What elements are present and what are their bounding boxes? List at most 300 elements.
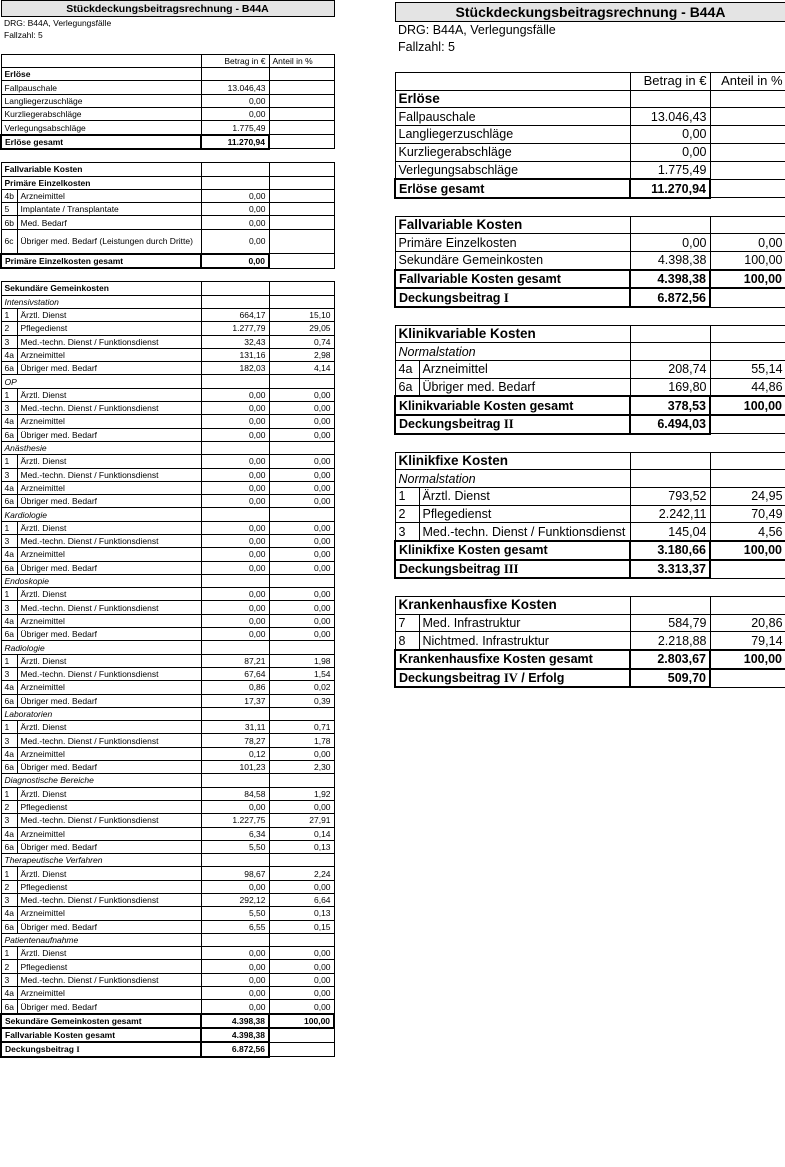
anteil-value: 0,00 [269,973,334,986]
empty-cell [269,163,334,176]
cost-center-name: Diagnostische Bereiche [1,774,201,787]
betrag-value: 5,50 [201,840,269,853]
row-number: 1 [1,388,17,401]
betrag-value: 584,79 [630,614,710,632]
table-row [1,933,334,946]
empty-cell [201,933,269,946]
betrag-value: 101,23 [201,761,269,774]
betrag-value: 0,00 [201,388,269,401]
empty-cell [630,452,710,470]
row-label: Ärztl. Dienst [17,588,201,601]
spacer [395,55,785,72]
row-number: 6a [1,840,17,853]
row-number: 3 [1,534,17,547]
betrag-value: 0,12 [201,747,269,760]
row-label: Übriger med. Bedarf [419,378,630,396]
cost-center-name: Patientenaufnahme [1,933,201,946]
db-roman-numeral: IV [503,671,518,686]
row-label: Kurzliegerabschläge [395,143,630,161]
table-row [395,614,785,632]
betrag-value: 6,55 [201,920,269,933]
row-number: 8 [395,632,419,650]
betrag-value: 182,03 [201,362,269,375]
table-row [1,189,334,202]
row-number: 1 [1,455,17,468]
empty-cell [269,229,334,254]
anteil-value: 0,00 [269,987,334,1000]
spacer-row [395,434,785,452]
db-text: Deckungsbeitrag [5,1044,77,1055]
betrag-value: 6,34 [201,827,269,840]
spacer [395,434,785,452]
anteil-value: 79,14 [710,632,785,650]
empty-cell [269,108,334,121]
db-roman-numeral: I [503,290,509,305]
row-number: 6a [1,495,17,508]
anteil-value: 0,00 [269,614,334,627]
db-suffix: / Erfolg [517,671,565,686]
betrag-value: 0,00 [201,987,269,1000]
section-header: Fallvariable Kosten [395,216,630,234]
table-row [395,523,785,541]
row-number: 6a [1,628,17,641]
row-number: 4a [1,987,17,1000]
spacer-row [395,198,785,216]
table-row [1,348,334,361]
table-row [1,574,334,587]
anteil-value: 70,49 [710,505,785,523]
row-label: Med.-techn. Dienst / Funktionsdienst [17,534,201,547]
row-label: Pflegedienst [17,322,201,335]
betrag-value: 0,00 [201,481,269,494]
cost-center-name: Normalstation [395,343,630,361]
total-value: 4.398,38 [201,1014,269,1028]
table-row [395,234,785,252]
table-row [1,121,334,135]
row-label: Arzneimittel [17,987,201,1000]
row-label: Übriger med. Bedarf [17,920,201,933]
sheet-title: Stückdeckungsbeitragsrechnung - B44A [395,3,785,22]
anteil-value: 2,98 [269,348,334,361]
empty-cell [201,295,269,308]
empty-cell [269,574,334,587]
row-label: Ärztl. Dienst [17,867,201,880]
table-row [1,282,334,295]
empty-cell [201,707,269,720]
betrag-value: 0,00 [201,229,269,254]
row-number: 6a [395,378,419,396]
betrag-value: 0,00 [201,960,269,973]
row-label: Übriger med. Bedarf [17,694,201,707]
row-number: 1 [1,588,17,601]
table-row [1,827,334,840]
db-text: Deckungsbeitrag [399,671,504,686]
table-row [1,907,334,920]
empty-cell [710,179,785,198]
betrag-value: 0,00 [201,203,269,216]
table-row [395,108,785,126]
table-row [1,481,334,494]
info-row [395,39,785,56]
deckungsbeitrag-row [395,560,785,579]
betrag-value: 0,00 [201,880,269,893]
spacer [1,268,334,282]
empty-cell [269,121,334,135]
total-value: 11.270,94 [201,135,269,149]
empty-cell [269,135,334,149]
db-roman-numeral: III [503,561,519,576]
row-label: Übriger med. Bedarf [17,628,201,641]
db-betrag: 6.494,03 [630,415,710,434]
empty-cell [710,161,785,179]
row-number: 7 [395,614,419,632]
anteil-value: 15,10 [269,308,334,321]
row-number: 1 [1,787,17,800]
empty-cell [269,707,334,720]
anteil-value: 0,00 [269,481,334,494]
betrag-value: 4.398,38 [630,251,710,269]
row-number: 3 [1,973,17,986]
spacer [395,307,785,325]
row-label: Übriger med. Bedarf [17,1000,201,1014]
row-label: Arzneimittel [17,548,201,561]
betrag-value: 0,00 [201,415,269,428]
empty-cell [201,641,269,654]
row-number: 2 [1,880,17,893]
row-label: Med.-techn. Dienst / Funktionsdienst [17,734,201,747]
total-value: 4.398,38 [630,270,710,289]
betrag-value: 0,86 [201,681,269,694]
row-label: Pflegedienst [17,880,201,893]
db-text: Deckungsbeitrag [399,290,504,305]
row-label: Übriger med. Bedarf [17,362,201,375]
table-row [1,68,334,81]
deckungsbeitrag-row [395,669,785,688]
row-label: Übriger med. Bedarf [17,561,201,574]
row-label: Arzneimittel [17,614,201,627]
row-number: 3 [1,814,17,827]
table-row [395,90,785,108]
empty-cell [201,854,269,867]
table-row [395,179,785,198]
row-label: Arzneimittel [419,361,630,379]
empty-cell [201,68,269,81]
empty-cell [269,1042,334,1056]
table-row [395,541,785,560]
table-row [1,548,334,561]
empty-cell [630,216,710,234]
anteil-value: 0,14 [269,827,334,840]
anteil-value: 0,00 [269,521,334,534]
table-row [1,894,334,907]
anteil-value: 1,98 [269,654,334,667]
subsection-header: Primäre Einzelkosten [1,176,201,189]
empty-cell [710,325,785,343]
anteil-value: 0,02 [269,681,334,694]
table-row [1,641,334,654]
table-row [1,308,334,321]
anteil-value: 27,91 [269,814,334,827]
row-number: 3 [1,894,17,907]
deckungsbeitrag-row [395,415,785,434]
betrag-value: 0,00 [201,468,269,481]
row-label: Pflegedienst [17,960,201,973]
table-row [1,1000,334,1014]
row-label: Med.-techn. Dienst / Funktionsdienst [17,973,201,986]
deckungsbeitrag-label [1,1042,201,1056]
row-label: Med. Bedarf [17,216,201,229]
table-row [395,361,785,379]
row-number: 3 [1,734,17,747]
row-label: Pflegedienst [419,505,630,523]
row-number: 4a [1,907,17,920]
anteil-value: 0,13 [269,907,334,920]
row-label: Arzneimittel [17,415,201,428]
betrag-value: 0,00 [201,628,269,641]
empty-cell [710,143,785,161]
cost-center-name: Laboratorien [1,707,201,720]
col-header-betrag: Betrag in € [201,54,269,67]
db-text: Deckungsbeitrag [399,561,504,576]
table-row [1,388,334,401]
table-row [1,375,334,388]
empty-cell [269,254,334,268]
table-row [1,455,334,468]
row-label: Ärztl. Dienst [17,388,201,401]
table-row [395,126,785,144]
table-row [1,987,334,1000]
row-number: 3 [1,468,17,481]
betrag-value: 145,04 [630,523,710,541]
table-row [1,335,334,348]
table-row [1,521,334,534]
row-label: Übriger med. Bedarf [17,428,201,441]
row-number: 4a [1,614,17,627]
row-label: Med.-techn. Dienst / Funktionsdienst [17,402,201,415]
cost-center-name: Radiologie [1,641,201,654]
empty-cell [710,452,785,470]
section-header: Klinikfixe Kosten [395,452,630,470]
betrag-value: 0,00 [201,614,269,627]
row-number: 1 [395,487,419,505]
betrag-value: 0,00 [201,94,269,107]
header-row [395,73,785,91]
betrag-value: 0,00 [201,534,269,547]
row-number: 1 [1,947,17,960]
col-header-anteil: Anteil in % [710,73,785,91]
row-number: 2 [395,505,419,523]
anteil-value: 0,00 [269,601,334,614]
anteil-value: 0,15 [269,920,334,933]
row-label: Langliegerzuschläge [395,126,630,144]
table-row [1,1028,334,1042]
betrag-value: 0,00 [201,108,269,121]
empty-cell [201,163,269,176]
total-value: 4.398,38 [201,1028,269,1042]
betrag-value: 208,74 [630,361,710,379]
anteil-value: 0,00 [269,947,334,960]
table-row [395,470,785,488]
deckungsbeitrag-row [395,288,785,307]
anteil-value: 44,86 [710,378,785,396]
spacer-row [395,307,785,325]
table-row [1,534,334,547]
row-label: Kurzliegerabschläge [1,108,201,121]
table-row [1,681,334,694]
betrag-value: 793,52 [630,487,710,505]
cost-center-name: Intensivstation [1,295,201,308]
total-anteil: 100,00 [710,541,785,560]
betrag-value: 0,00 [201,428,269,441]
betrag-value: 0,00 [630,234,710,252]
spacer-row [1,42,334,55]
table-row [1,203,334,216]
anteil-value: 100,00 [710,251,785,269]
db-betrag: 6.872,56 [201,1042,269,1056]
empty-cell [710,470,785,488]
table-row [1,787,334,800]
table-row [395,343,785,361]
table-row [1,254,334,268]
row-label: Med. Infrastruktur [419,614,630,632]
row-label: Arzneimittel [17,189,201,202]
anteil-value: 0,00 [269,1000,334,1014]
table-row [1,667,334,680]
total-value: 11.270,94 [630,179,710,198]
betrag-value: 0,00 [201,947,269,960]
betrag-value: 1.775,49 [201,121,269,135]
table-row [1,135,334,149]
betrag-value: 78,27 [201,734,269,747]
betrag-value: 13.046,43 [630,108,710,126]
section-header: Klinikvariable Kosten [395,325,630,343]
table-row [1,721,334,734]
empty-cell [269,508,334,521]
table-row [1,867,334,880]
spacer [395,198,785,216]
total-anteil: 100,00 [710,396,785,415]
table-row [395,487,785,505]
row-number: 3 [1,402,17,415]
deckungsbeitrag-label [395,669,630,688]
anteil-value: 0,00 [269,800,334,813]
total-label: Erlöse gesamt [395,179,630,198]
table-row [1,229,334,254]
table-row [1,761,334,774]
sheet-title: Stückdeckungsbeitragsrechnung - B44A [1,1,334,17]
empty-cell [630,470,710,488]
table-row [1,840,334,853]
row-number: 4a [1,415,17,428]
anteil-value: 24,95 [710,487,785,505]
deckungsbeitrag-label [395,560,630,579]
table-row [1,960,334,973]
table-row [1,628,334,641]
betrag-value: 2.242,11 [630,505,710,523]
betrag-value: 131,16 [201,348,269,361]
row-number: 4a [1,348,17,361]
row-label: Arzneimittel [17,681,201,694]
table-row [1,707,334,720]
betrag-value: 0,00 [201,800,269,813]
table-row [1,774,334,787]
table-row [1,108,334,121]
betrag-value: 84,58 [201,787,269,800]
anteil-value: 0,74 [269,335,334,348]
cost-center-name: Endoskopie [1,574,201,587]
table-row [1,588,334,601]
betrag-value: 0,00 [201,521,269,534]
anteil-value: 0,00 [269,960,334,973]
table-row [1,880,334,893]
row-number: 4a [1,681,17,694]
empty-cell [269,774,334,787]
anteil-value: 2,24 [269,867,334,880]
fallzahl-label: Fallzahl: 5 [398,40,455,55]
row-number: 6a [1,1000,17,1014]
empty-cell [710,560,785,579]
betrag-value: 67,64 [201,667,269,680]
table-row [395,325,785,343]
drg-label: DRG: B44A, Verlegungsfälle [398,23,556,38]
table-row [1,81,334,94]
row-number: 6a [1,362,17,375]
betrag-value: 0,00 [201,973,269,986]
db-betrag: 3.313,37 [630,560,710,579]
anteil-value: 0,00 [269,747,334,760]
section-header: Fallvariable Kosten [1,163,201,176]
empty-cell [201,375,269,388]
total-label: Erlöse gesamt [1,135,201,149]
empty-cell [710,597,785,615]
col-header-anteil: Anteil in % [269,54,334,67]
row-number: 4a [1,548,17,561]
table-row [1,947,334,960]
spacer [395,578,785,596]
row-number: 5 [1,203,17,216]
db-roman-numeral: I [76,1044,80,1055]
betrag-value: 17,37 [201,694,269,707]
row-label: Übriger med. Bedarf [17,840,201,853]
table-row [395,505,785,523]
drg-label: DRG: B44A, Verlegungsfälle [4,18,112,29]
row-label: Med.-techn. Dienst / Funktionsdienst [17,601,201,614]
betrag-value: 0,00 [201,495,269,508]
row-label: Ärztl. Dienst [419,487,630,505]
row-label: Implantate / Transplantate [17,203,201,216]
row-number: 6a [1,761,17,774]
header-row [1,54,334,67]
empty-cell [630,325,710,343]
table-row [395,161,785,179]
table-row [1,163,334,176]
spacer-row [395,578,785,596]
betrag-value: 87,21 [201,654,269,667]
total-value: 378,53 [630,396,710,415]
anteil-value: 0,00 [269,428,334,441]
deckungsbeitrag-row [1,1042,334,1056]
table-row [395,251,785,269]
empty-cell [269,216,334,229]
table-row [1,920,334,933]
empty-cell [710,216,785,234]
table-row [1,694,334,707]
table-row [1,508,334,521]
empty-cell [710,343,785,361]
row-number: 1 [1,521,17,534]
row-number: 6c [1,229,17,254]
total-value: 2.803,67 [630,650,710,669]
